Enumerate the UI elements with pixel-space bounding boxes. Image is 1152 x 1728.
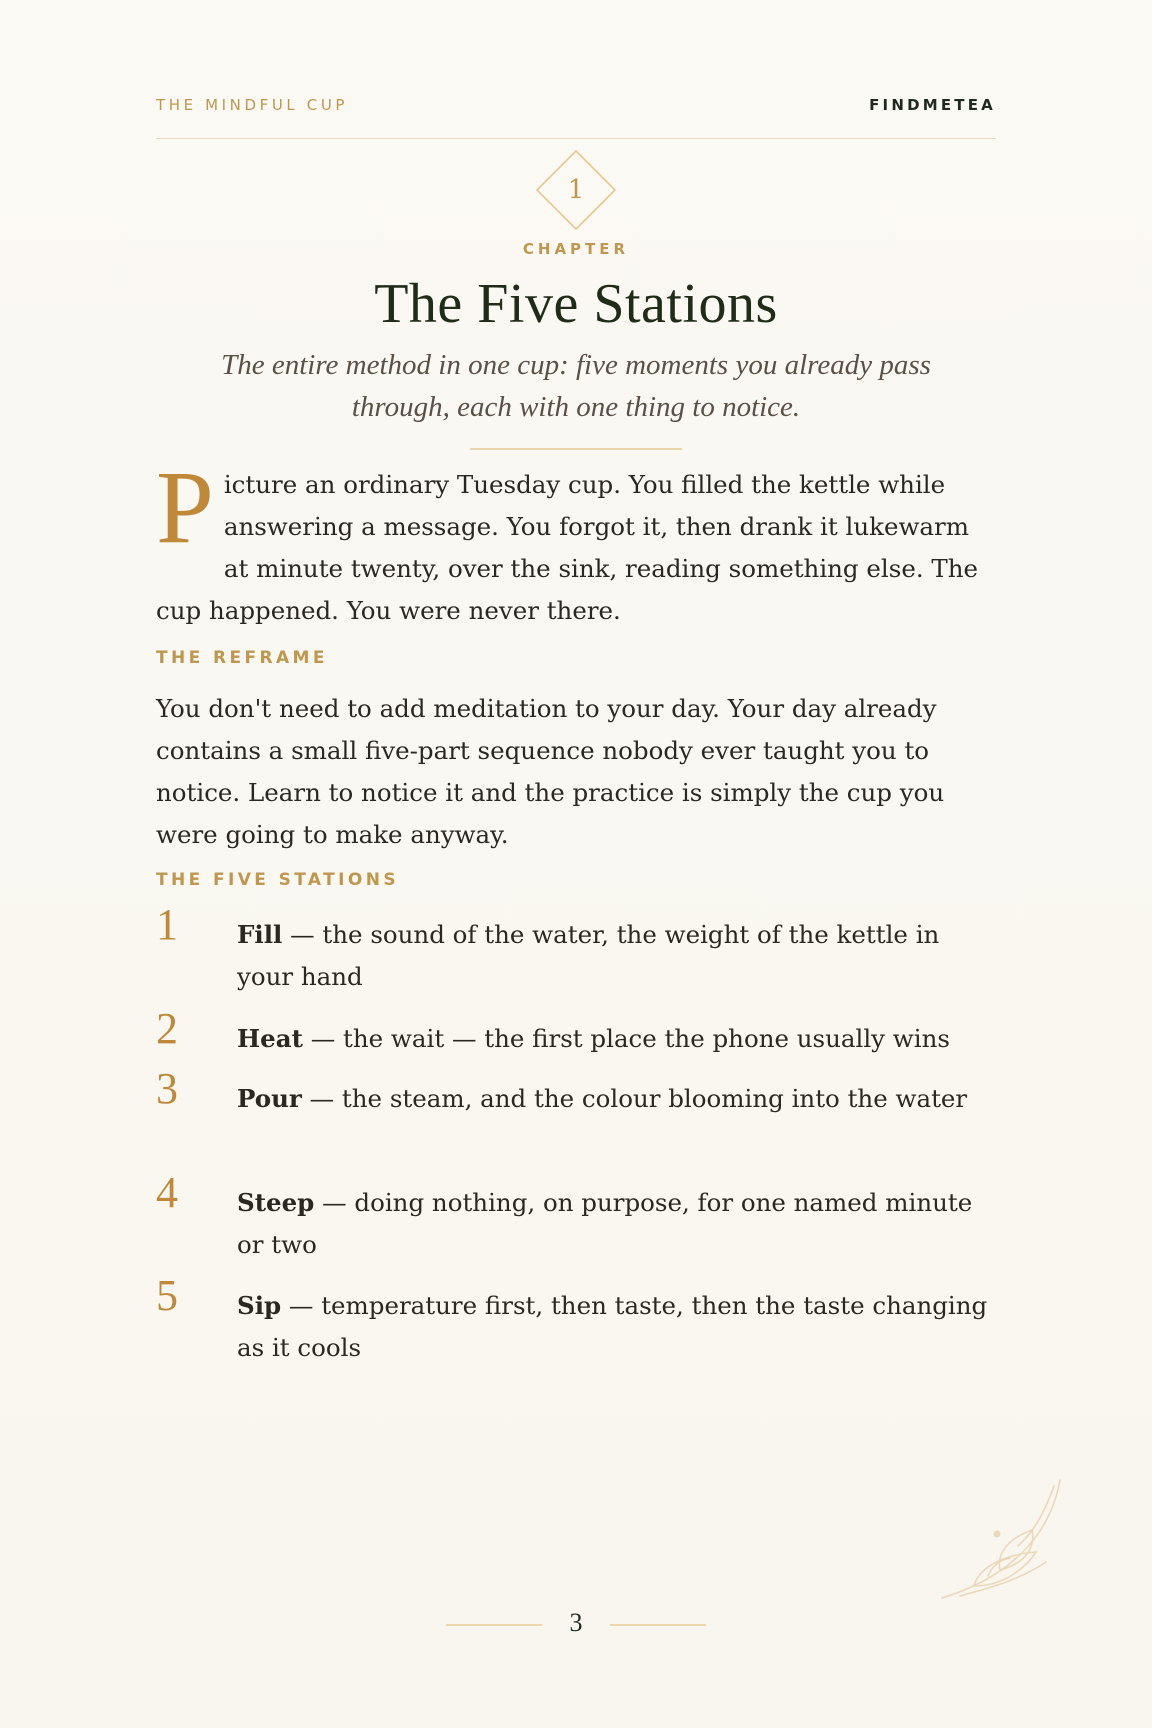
title-divider xyxy=(470,448,682,450)
intro-paragraph xyxy=(156,450,1000,632)
chapter-number: 1 xyxy=(567,175,585,205)
station-name: Fill xyxy=(237,920,283,949)
reframe-label: THE REFRAME xyxy=(156,648,328,668)
tea-leaf-ornament-icon xyxy=(940,1478,1062,1602)
series-title: THE MINDFUL CUP xyxy=(156,96,349,114)
reframe-paragraph: You don't need to add meditation to your day. Your day already contains a small five-part sequence nobody ever taught you to notice. Learn to notice it and the practice is simply the cup you were going to make anyway. xyxy=(156,694,945,849)
footer-rule-left xyxy=(446,1624,542,1626)
station-name: Sip xyxy=(237,1291,282,1320)
page-number: 3 xyxy=(569,1608,583,1637)
station-number: 4 xyxy=(156,1168,178,1217)
footer-rule-right xyxy=(610,1624,706,1626)
station-name: Pour xyxy=(237,1084,302,1113)
station-number: 5 xyxy=(156,1271,178,1320)
station-text xyxy=(237,1078,997,1120)
station-number: 1 xyxy=(156,900,178,949)
station-description: — the wait — the first place the phone usually wins xyxy=(302,1024,950,1053)
brand-name: FINDMETEA xyxy=(869,96,996,114)
running-header xyxy=(156,96,996,139)
drop-cap: P xyxy=(156,450,214,565)
chapter-subtitle: The entire method in one cup: five moments you already pass through, each with one thing to notice. xyxy=(221,349,931,423)
station-text xyxy=(237,914,997,998)
station-description: — the sound of the water, the weight of the kettle in your hand xyxy=(237,920,940,991)
chapter-badge xyxy=(536,150,616,230)
stations-label: THE FIVE STATIONS xyxy=(156,870,399,890)
station-number: 2 xyxy=(156,1004,178,1053)
station-text xyxy=(237,1285,997,1369)
station-number: 3 xyxy=(156,1064,178,1113)
station-name: Heat xyxy=(237,1024,303,1053)
station-text xyxy=(237,1182,997,1266)
chapter-label: CHAPTER xyxy=(522,240,630,258)
station-description: — doing nothing, on purpose, for one named minute or two xyxy=(237,1188,973,1259)
station-description: — temperature first, then taste, then the taste changing as it cools xyxy=(237,1291,988,1362)
intro-text: icture an ordinary Tuesday cup. You filled the kettle while answering a message. You forgot it, then drank it lukewarm at minute twenty, over the sink, reading something else. The cup happened. You were never there. xyxy=(156,470,979,625)
station-text xyxy=(237,1018,997,1060)
chapter-title: The Five Stations xyxy=(374,273,778,335)
station-description: — the steam, and the colour blooming into the water xyxy=(301,1084,968,1113)
station-name: Steep xyxy=(237,1188,315,1217)
